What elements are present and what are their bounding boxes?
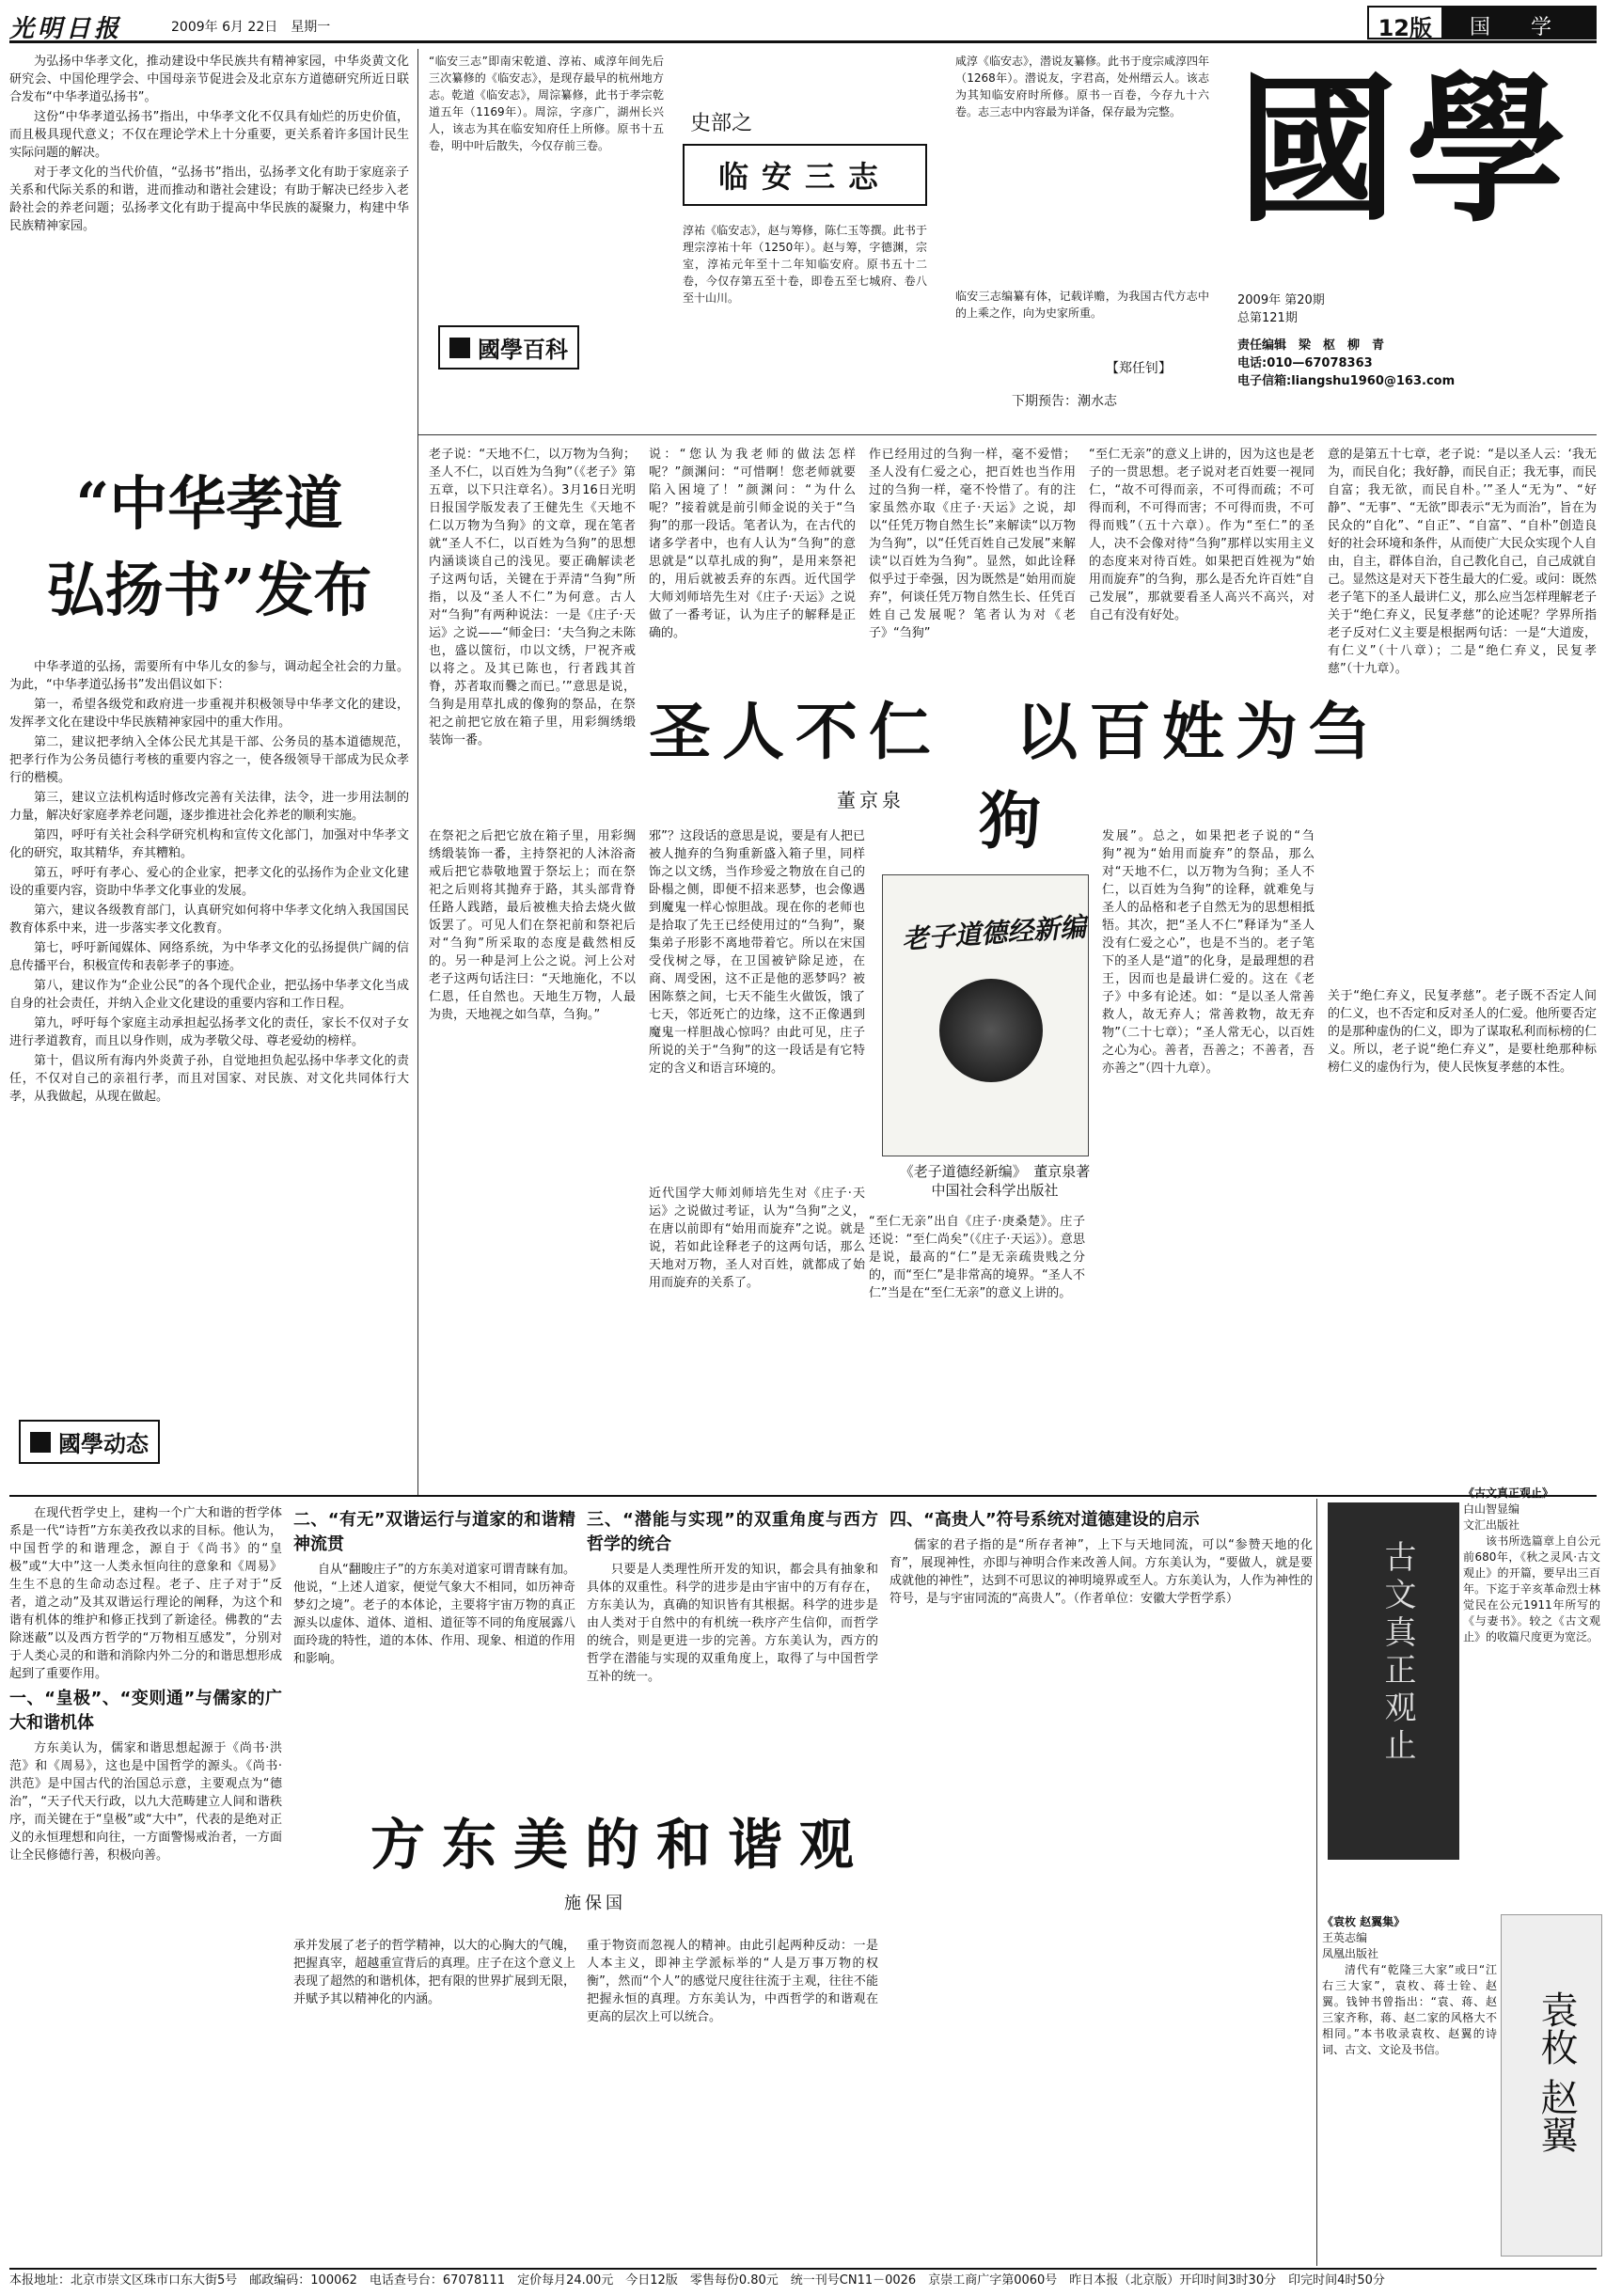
dateline: 2009年 6月 22日 星期一: [171, 20, 331, 35]
paragraph: 第二，建议把孝纳入全体公民尤其是干部、公务员的基本道德规范，把孝行作为公务员德行考核的重要内容之一，使各级领导干部成为民众孝行的楷模。: [9, 735, 409, 785]
paragraph: 第四，呼吁有关社会科学研究机构和宣传文化部门，加强对中华孝文化的研究，取其精华，弃其糟粕。: [9, 828, 409, 860]
logo-text: 國學: [1237, 56, 1577, 244]
book2-info: 《袁枚 赵翼集》 王英志编 凤凰出版社 清代有“乾隆三大家”或曰“江右三大家”，袁枚、蒋士铨、赵翼。钱钟书曾指出：“袁、蒋、赵三家齐称，蒋、赵二家的风格大不相同。”本书收录袁枚、赵翼的诗词、古文、文论及书信。: [1322, 1915, 1497, 2056]
feature-col-1: “临安三志”即南宋乾道、淳祐、咸淳年间先后三次纂修的《临安志》，是现存最早的杭州地方志。乾道《临安志》，周淙纂修，此书于孝宗乾道五年（1169年）。周淙，字彦广，湖州长兴人，该志为其在临安知府任上所修。原书十五卷，明中叶后散失，今仅存前三卷。: [429, 55, 664, 152]
section-heading: 一、“皇极”、“变则通”与儒家的广大和谐机体: [9, 1689, 282, 1733]
book1-cover: [1328, 1502, 1459, 1860]
paragraph: 为弘扬中华孝文化，推动建设中华民族共有精神家园，中华炎黄文化研究会、中国伦理学会、中国母亲节促进会及北京东方道德研究所近日联合发布“中华孝道弘扬书”。: [9, 55, 409, 104]
book2-cover-title: 袁枚 赵翼: [1535, 1990, 1578, 2153]
edition-box: [1367, 6, 1597, 39]
main-col-1: 老子说：“天地不仁，以万物为刍狗；圣人不仁，以百姓为刍狗”（《老子》第五章，以下只注章名）。3月16日光明日报国学版发表了王健先生《天地不仁以万物为刍狗》的文章，现在笔者就“圣人不仁，以百姓为刍狗”的思想内涵谈谈自己的浅见。要正确解读老子这两句话，关键在于弄清“刍狗”所指，以及“圣人不仁”为何意。古人对“刍狗”有两种说法：一是《庄子·天运》之说——“师金曰：‘夫刍狗之未陈也，盛以箧衍，巾以文绣，尸祝齐戒以将之。及其已陈也，行者践其首脊，苏者取而爨之而已。’”意思是说，刍狗是用草扎成的像狗的祭品，在祭祀之前把它放在箱子里，用彩绸绣缎装饰一番。: [429, 448, 636, 747]
paragraph: 第七，呼吁新闻媒体、网络系统，为中华孝文化的弘扬提供广阔的信息传播平台，积极宣传和表彰孝子的事迹。: [9, 941, 409, 973]
bottom-col-3b: 重于物资而忽视人的精神。由此引起两种反动：一是人本主义，即神主学派标举的“人是万事万物的权衡”，然而“个人”的感觉尺度往往流于主观，往往不能把握永恒的真理。方东美认为，中西哲学的和谐观在更高的层次上可以统合。: [587, 1939, 878, 2024]
book-cover-image: [882, 874, 1089, 1156]
main-col-2c: 近代国学大师刘师培先生对《庄子·天运》之说做过考证，认为“刍狗”之义，在唐以前即有“始用而旋弃”之说。就是说，若如此诠释老子的这两句话，那么天地对万物，圣人对百姓，就都成了始用而旋弃的关系了。: [649, 1187, 865, 1290]
feature-author: 【郑任钊】: [1106, 361, 1172, 376]
edition-number: 12版: [1369, 8, 1443, 38]
main-col-5b: 关于“绝仁弃义，民复孝慈”。老子既不否定人间的仁义，也不否定和反对圣人的仁爱。他所要否定的是那种虚伪的仁义，即为了谋取私利而标榜的仁义。所以，老子说“绝仁弃义”，是要杜绝那种标榜仁义的虚伪行为，使人民恢复孝慈的本性。: [1328, 989, 1598, 1075]
section-heading: 三、“潜能与实现”的双重角度与西方哲学的统合: [587, 1510, 878, 1554]
paragraph: 第五，呼吁有孝心、爱心的企业家，把孝文化的弘扬作为企业文化建设的重要内容，资助中华孝文化事业的发展。: [9, 866, 409, 898]
feature-title-block: [683, 107, 927, 206]
main-col-4b: 发展”。总之，如果把老子说的“刍狗”视为“始用而旋弃”的祭品，那么对“天地不仁，以万物为刍狗；圣人不仁，以百姓为刍狗”的诠释，就难免与圣人的品格和老子自然无为的思想相抵牾。其次，把“圣人不仁”释译为“圣人没有仁爱之心”，也是不当的。老子笔下的圣人是“道”的化身，是最理想的君王，因而也是最讲仁爱的。这在《老子》中多有论述。如：“是以圣人常善救人，故无弃人；常善救物，故无弃物”（二十七章）；“圣人常无心，以百姓之心为心。善者，吾善之；不善者，吾亦善之”（四十九章）。: [1102, 829, 1315, 1076]
main-col-5: 意的是第五十七章，老子说：“是以圣人云：‘我无为，而民自化；我好静，而民自正；我无事，而民自富；我无欲，而民自朴。’”圣人“无为”、“好静”、“无事”、“无欲”即表示“无为而治”，旨在为民众的“自化”、“自正”、“自富”、“自朴”创造良好的社会环境和条件，从而使广大民众实现个人自由，自主，群体自治，自己教化自己，自己成就自己。显然这是对天下苍生最大的仁爱。或问：既然老子笔下的圣人最讲仁义，那么应当怎样理解老子关于“绝仁弃义，民复孝慈”的论述呢？学界所指老子反对仁义主要是根据两句话：一是“大道废，有仁义”（十八章）；二是“绝仁弃义，民复孝慈”（十九章）。: [1328, 448, 1598, 676]
page-footer: 本报地址：北京市崇文区珠市口东大街5号 邮政编码：100062 电话查号台：67078111 定价每月24.00元 今日12版 零售每份0.80元 统一刊号CN11－0026 京崇工商广字第0060号 昨日本报（北京版）开印时间3时30分 印完时间4时50分: [9, 2268, 1597, 2292]
column-divider: [417, 49, 418, 1497]
column-divider: [1316, 1499, 1317, 2266]
book-recommendations: [1322, 1486, 1600, 2264]
section-logo: [1237, 56, 1595, 390]
masthead: 光明日报: [9, 15, 123, 43]
section-divider: [417, 434, 1597, 435]
feature-col-2: 淳祐《临安志》，赵与筹修，陈仁玉等撰。此书于理宗淳祐十年（1250年）。赵与筹，字德渊，宗室，淳祐元年至十二年知临安府。原书五十二卷，今仅存第五至十卷，即卷五至七城府、卷八至十山川。: [683, 224, 927, 305]
main-col-4: “至仁无亲”的意义上讲的，因为这也是老子的一贯思想。老子说对老百姓要一视同仁，“故不可得而亲，不可得而疏；不可得而利，不可得而害；不可得而贵，不可得而贱”（五十六章）。作为“至仁”的圣人，决不会像对待“刍狗”那样以实用主义的态度来对待百姓。如果把百姓视为“始用而旋弃”的刍狗，那么是否允许百姓“自己发展”，那就要看圣人高兴不高兴，对自己有没有好处。: [1089, 448, 1315, 622]
guoxue-baike-tag: 國學百科: [438, 325, 579, 370]
edition-name: 国 学: [1443, 8, 1595, 38]
feature-col-4: 临安三志编纂有体，记载详赡，为我国古代方志中的上乘之作，向为史家所重。: [955, 290, 1209, 320]
title-line: 弘扬书”发布: [46, 556, 372, 624]
bottom-col-2: 二、“有无”双谐运行与道家的和谐精神流贯 自从“翻睃庄子”的方东美对道家可谓青睐有加。他说，“上述人道家，便觉气象大不相同，如历神奇梦幻之境”。老子的本体论，主要将宇宙万物的真正源头以虚体、道体、道相、道征等不同的角度展露八面玲珑的特性，道的本体、作用、现象、相道的作用和影响。: [293, 1510, 575, 1666]
paragraph: 第十，倡议所有海内外炎黄子孙，自觉地担负起弘扬中华孝文化的责任，不仅对自己的亲祖行孝，而且对国家、对民族、对文化共同体行大孝，从我做起，从现在做起。: [9, 1054, 409, 1104]
book1-cover-title: 古文真正观止: [1378, 1540, 1416, 1766]
left-article-top: [9, 53, 409, 237]
paragraph: 中华孝道的弘扬，需要所有中华儿女的参与，调动起全社会的力量。为此，“中华孝道弘扬书”发出倡议如下：: [9, 660, 409, 692]
feature-subtitle: 史部之: [690, 112, 753, 135]
left-article-title: [9, 461, 409, 634]
guoxue-dongtai-tag: 國學动态: [19, 1420, 160, 1464]
block-icon: [449, 338, 470, 358]
bottom-col-4: 四、“高贵人”符号系统对道德建设的启示 儒家的君子指的是“所存者神”，上下与天地同流，可以“参赞天地的化育”，展现神性，亦即与神明合作来改善人间。方东美认为，“要做人，就是要成就他的神性”，达到不可思议的神明境界或至人。方东美认为，人作为神性的符号，是与宇宙同流的“高贵人”。（作者单位：安徽大学哲学系）: [890, 1510, 1313, 1606]
paragraph: 第一，希望各级党和政府进一步重视并积极领导中华孝文化的建设，发挥孝文化在建设中华民族精神家园中的重大作用。: [9, 698, 409, 730]
paragraph: 第三，建议立法机构适时修改完善有关法律，法令，进一步用法制的力量，解决好家庭孝养老问题，逐步推进社会化养老的顺利实施。: [9, 791, 409, 823]
main-col-1b: 在祭祀之后把它放在箱子里，用彩绸绣缎装饰一番，主持祭祀的人沐浴斋戒后把它恭敬地置于祭坛上；而在祭祀之后则将其抛弃于路，其头部背脊任路人践踏，最后被樵夫拾去烧火做饭罢了。可见人们在祭祀前和祭祀后对“刍狗”所采取的态度是截然相反的。另一种是河上公之说。河上公对老子这两句话注曰：“天地施化，不以仁恩，任自然也。天地生万物，人最为贵，天地视之如刍草，刍狗。”: [429, 829, 636, 1022]
book1-info: 《古文真正观止》 白山智显编 文汇出版社 该书所选篇章上自公元前680年，《秋之灵风·古文观止》的开篇，要早出三百年。下迄于辛亥革命烈士林觉民在公元1911年所写的《与妻书》。较之《古文观止》的收篇尺度更为宽泛。: [1463, 1486, 1600, 1643]
feature-col-3: 咸淳《临安志》，潜说友纂修。此书于度宗咸淳四年（1268年）。潜说友，字君高，处州缙云人。该志为其知临安府时所修。原书一百卷，今存九十六卷。志三志中内容最为详备，保存最为完整。: [955, 55, 1210, 118]
bottom-article-title: 方东美的和谐观: [370, 1813, 871, 1877]
lin-an-feature: [429, 53, 1219, 440]
left-article-body: [9, 658, 409, 1108]
section-heading: 四、“高贵人”符号系统对道德建设的启示: [890, 1510, 1200, 1530]
main-col-2b: 邪”？这段话的意思是说，要是有人把已被人抛弃的刍狗重新盛入箱子里，同样饰之以文绣，当作珍爱之物放在自己的卧榻之侧，即便不招来恶梦，也会像遇到魔鬼一样心惊胆战。现在你的老师也是拾取了先王已经使用过的“刍狗”，聚集弟子形影不离地带着它。所以在宋国受伐树之辱，在卫国被铲除足迹，在商、周受困，这不正是他的恶梦吗？被困陈蔡之间，七天不能生火做饭，饿了七天，邻近死亡的边缘，这不正像遇到魔鬼一样胆战心惊吗？由此可见，庄子所说的关于“刍狗”的这一段话是有它特定的含义和语言环境的。: [649, 829, 865, 1076]
main-article-author: 董京泉: [837, 789, 905, 811]
book2-cover: [1501, 1914, 1602, 2257]
book-caption: 《老子道德经新编》 董京泉著 中国社会科学出版社: [899, 1163, 1091, 1199]
issue-number: 2009年 第20期: [1237, 293, 1325, 307]
main-col-2: 说：“您认为我老师的做法怎样呢？”颜渊问：“可惜啊！您老师就要陷入困境了！”颜渊问：“为什么呢？”接着就是前引师金说的关于“刍狗”的那一段话。笔者认为，在古代的诸多学者中，也有人认为“刍狗”的意思就是“以草扎成的狗”，是用来祭祀的，用后就被丢弃的东西。近代国学大师刘师培先生对《庄子·天运》之说做了一番考证，认为庄子的解释是正确的。: [649, 448, 856, 640]
title-line: “中华孝道: [75, 469, 343, 538]
section-heading: 二、“有无”双谐运行与道家的和谐精神流贯: [293, 1510, 575, 1554]
main-col-3: 作已经用过的刍狗一样，毫不爱惜；圣人没有仁爱之心，把百姓也当作用过的刍狗一样，毫不怜惜了。有的注家虽然亦取《庄子·天运》之说，却以“任凭万物自然生长”来解读“以万物为刍狗”，以“任凭百姓自己发展”来解读“以百姓为刍狗”。显然，如此诠释似乎过于牵强，因为既然是“始用而旋弃”，何谈任凭万物自然生长、任凭百姓自己发展呢？笔者认为对《老子》“刍狗”: [869, 448, 1076, 640]
total-issue: 总第121期: [1237, 311, 1298, 325]
feature-title: 临安三志: [683, 144, 927, 206]
bottom-col-3: 三、“潜能与实现”的双重角度与西方哲学的统合 只要是人类理性所开发的知识，都会具有抽象和具体的双重性。科学的进步是由宇宙中的万有存在，方东美认为，真确的知识皆有其根据。科学的进步是由人类对于自然中的有机统一秩序产生信仰，而哲学的统合，则是更进一步的完善。方东美认为，西方的哲学在潜能与实现的双重角度上，取得了与中国哲学互补的统一。: [587, 1510, 878, 1684]
bottom-col-2b: 承并发展了老子的哲学精神，以大的心胸大的气魄，把握真宰，超越重宣背后的真理。庄子在这个意义上表现了超然的和谐机体，把有限的世界扩展到无限，并赋予其以精神化的内涵。: [293, 1939, 575, 2006]
email: 电子信箱:liangshu1960@163.com: [1237, 374, 1456, 388]
block-icon: [30, 1432, 51, 1453]
bottom-article-author: 施保国: [564, 1894, 626, 1913]
paragraph: 对于孝文化的当代价值，“弘扬书”指出，弘扬孝文化有助于家庭亲子关系和代际关系的和谐，进而推动和谐社会建设；有助于解决已经步入老龄社会的养老问题；弘扬孝文化有助于提高中华民族的凝聚力，构建中华民族精神家园。: [9, 165, 409, 233]
main-article-title: 圣人不仁 以百姓为刍狗: [649, 695, 1382, 857]
main-col-3b: “至仁无亲”出自《庄子·庚桑楚》。庄子还说：“至仁尚矣”（《庄子·天运》）。意思是说，最高的“仁”是无亲疏贵贱之分的，而“至仁”是非常高的境界。“圣人不仁”当是在“至仁无亲”的意义上讲的。: [869, 1215, 1085, 1300]
paragraph: 第八，建议作为“企业公民”的各个现代企业，把弘扬中华孝文化当成自身的社会责任，并纳入企业文化建设的重要内容和工作日程。: [9, 979, 409, 1011]
paragraph: 第九，呼吁每个家庭主动承担起弘扬孝文化的责任，家长不仅对子女进行孝道教育，而且以身作则，成为孝敬父母、尊老爱幼的榜样。: [9, 1016, 409, 1048]
phone: 电话:010—67078363: [1237, 356, 1373, 370]
page-header: [9, 6, 1597, 43]
book-cover-emblem: [939, 979, 1043, 1082]
paragraph: 这份“中华孝道弘扬书”指出，中华孝文化不仅具有灿烂的历史价值，而且极具现代意义；不仅在理论学术上十分重要，更关系着许多国计民生实际问题的解决。: [9, 110, 409, 160]
bottom-col-1: 在现代哲学史上，建构一个广大和谐的哲学体系是一代“诗哲”方东美孜孜以求的目标。他认为，中国哲学的和谐理念，源自于《尚书》的“皇极”或“大中”这一人类永恒向往的意象和《周易》生生不息的生命动态过程。老子、庄子对于“反者，道之动”及其双谐运行理论的阐释，为这个和谐有机体的维护和修正找到了新途径。佛教的“去除迷蔽”以及西方哲学的“万物相互感发”，分别对于人类心灵的和谐和消除内外二分的和谐思想形成起到了重要作用。 一、“皇极”、“变则通”与儒家的广大和谐机体 方东美认为，儒家和谐思想起源于《尚书·洪范》和《周易》，这也是中国哲学的源头。《尚书·洪范》是中国古代的治国总示意，主要观点为“德治”，“天子代天行政，以九大范畴建立人间和谐秩序，而关键在于“皇极”或“大中”，代表的是绝对正义的永恒理想和向往，一方面警惕戒治者，一方面让全民修德行善，积极向善。: [9, 1506, 282, 1863]
editors: 责任编辑 梁 枢 柳 青: [1237, 338, 1385, 353]
paragraph: 第六，建议各级教育部门，认真研究如何将中华孝文化纳入我国国民教育体系中来，进一步落实孝文化教育。: [9, 904, 409, 936]
book-cover-calligraphy: 老子道德经新编: [901, 911, 1088, 955]
next-issue-preview: 下期预告：潮水志: [1012, 394, 1117, 409]
